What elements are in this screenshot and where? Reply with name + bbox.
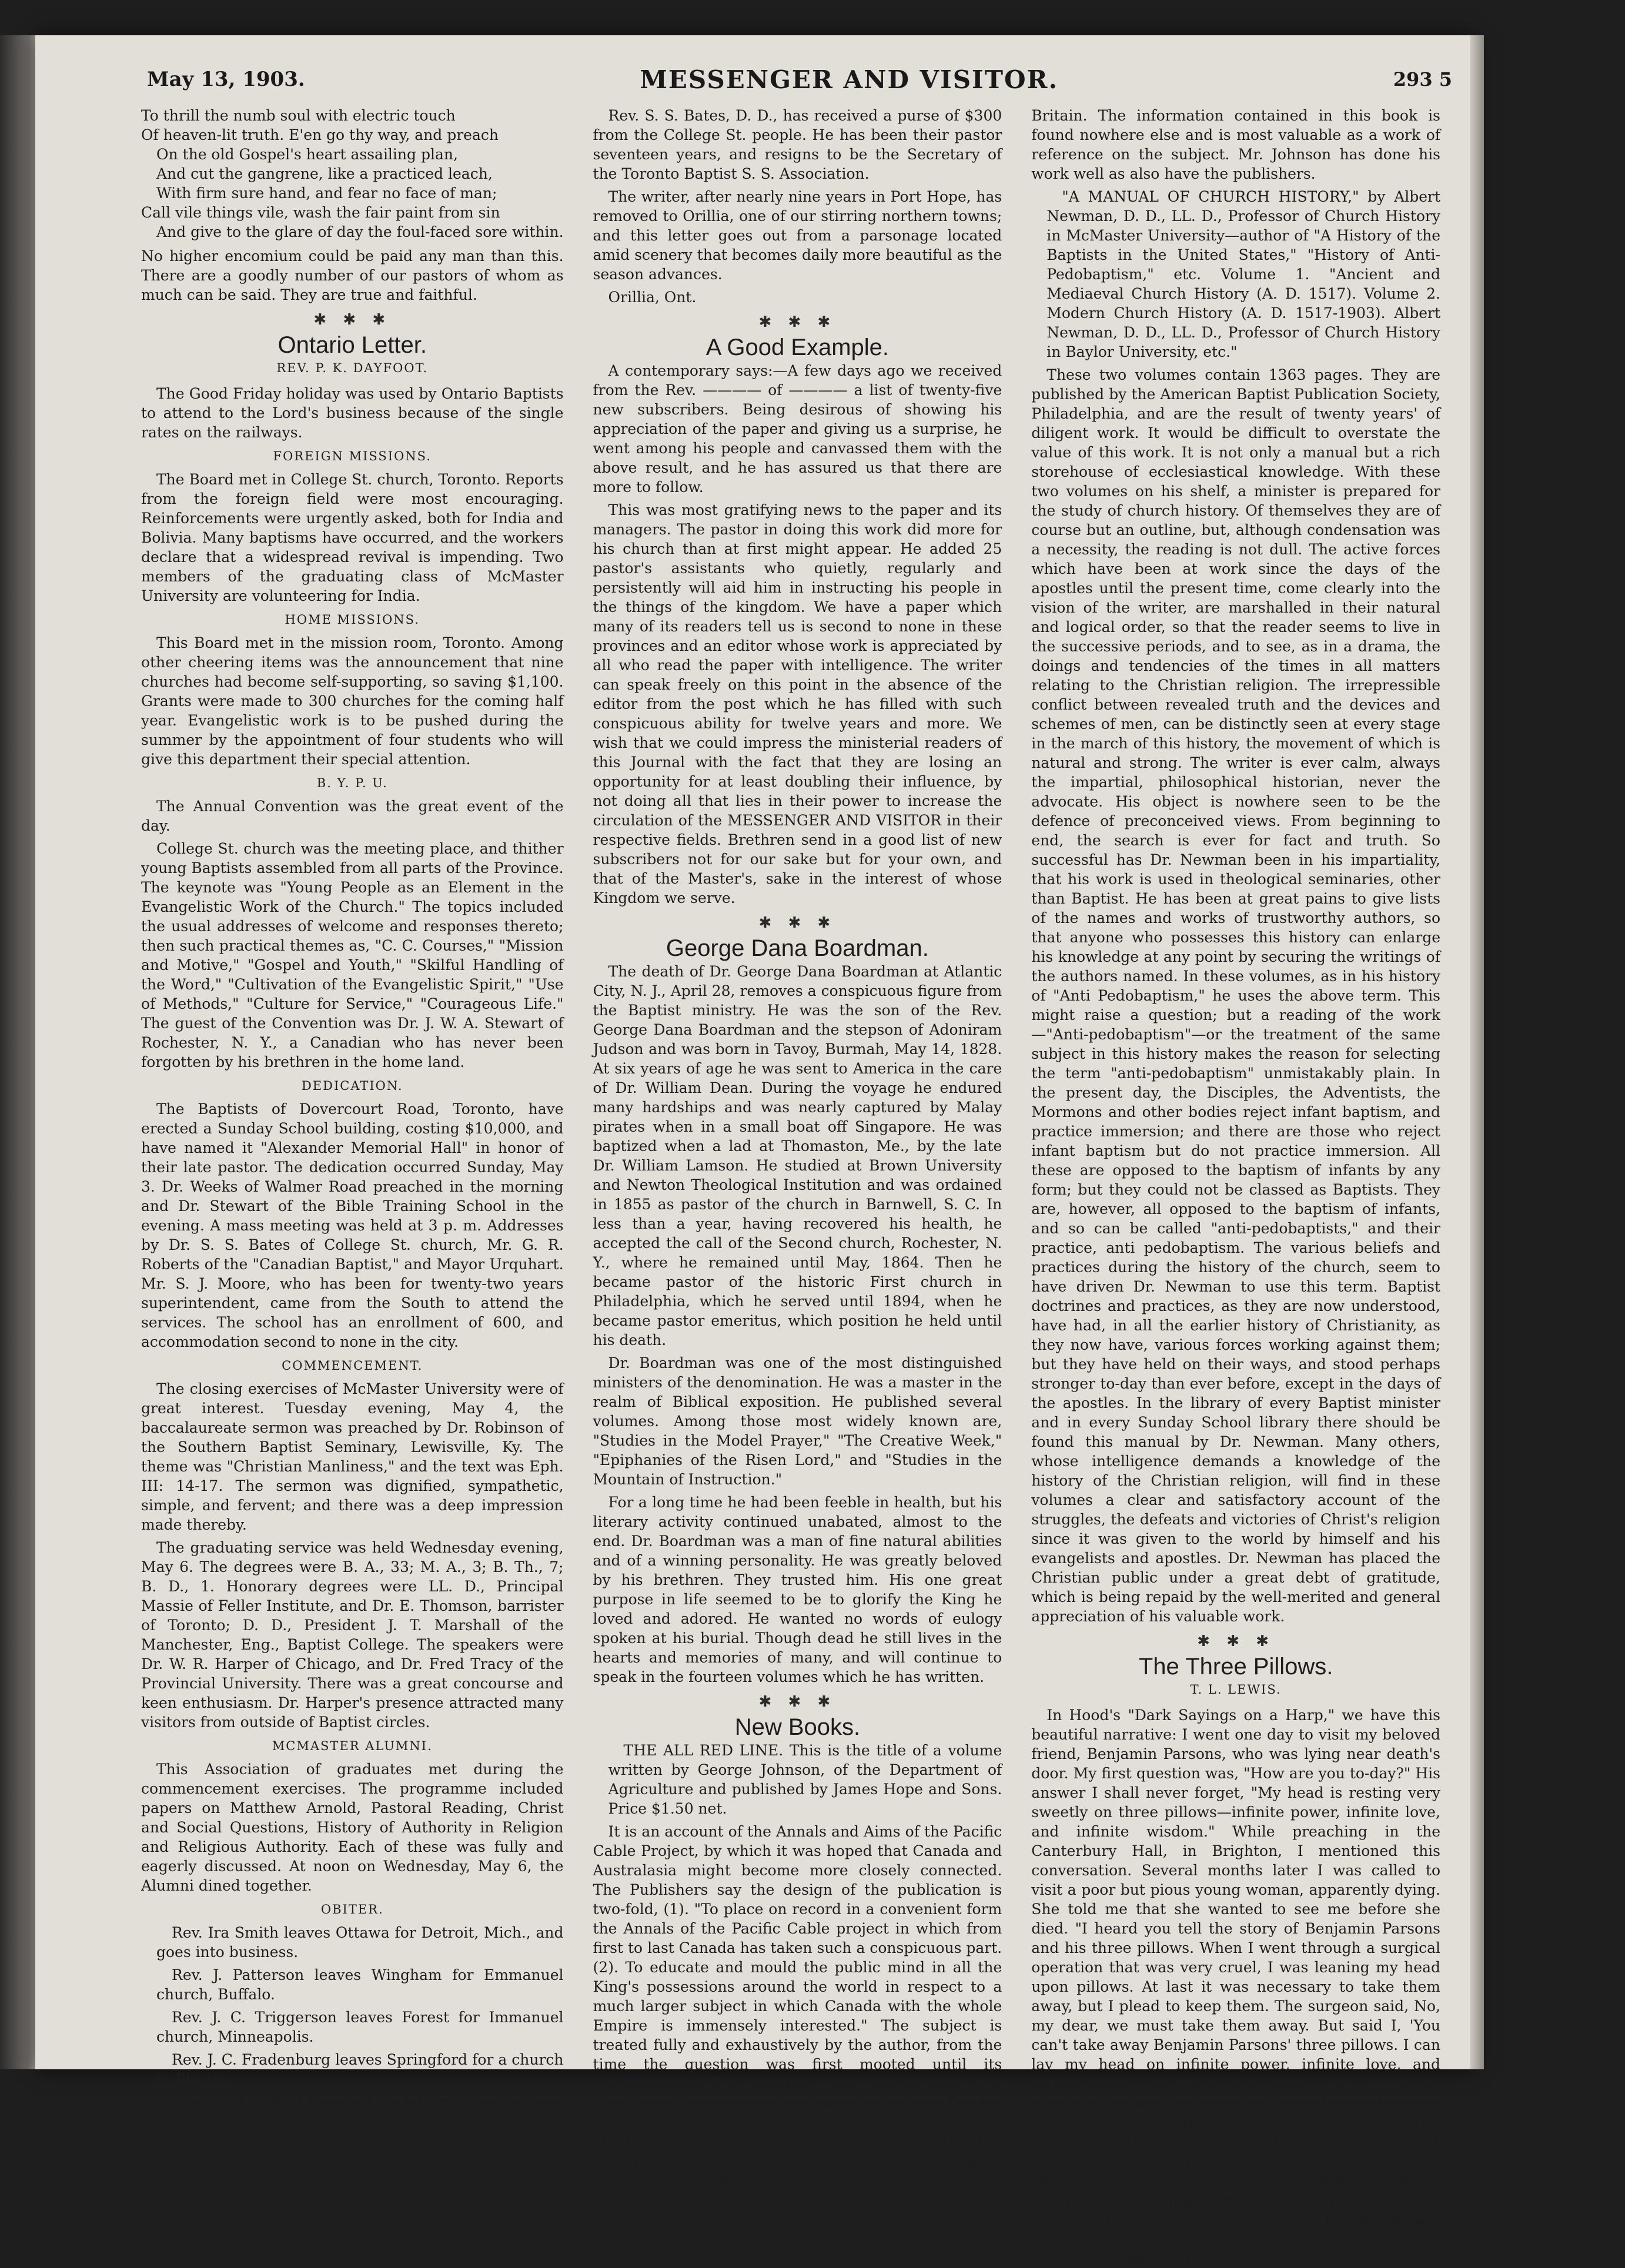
- poem-line: To thrill the numb soul with electric touch: [141, 107, 456, 124]
- newspaper-page: [35, 35, 1476, 2267]
- paragraph: The death of Dr. George Dana Boardman at Atlantic City, N. J., April 28, removes a conspicuous figure from the Baptist ministry. He was the son of the Rev. George Dana Boardman and the stepson of Adoniram Judson and was born in Tavoy, Burmah, May 14, 1828. At six years of age he was sent to America in the care of Dr. William Dean. During the voyage he endured many hardships and was nearly captured by Malay pirates when in a small boat off Singapore. He was baptized when a lad at Thomaston, Me., by the late Dr. William Lamson. He studied at Brown University and Newton Theological Institution and was ordained in 1855 as pastor of the church in Barnwell, S. C. In less than a year, having recovered his health, he accepted the call of the Second church, Rochester, N. Y., where he remained until May, 1864. Then he became pastor of the historic First church in Philadelphia, which he served until 1894, when he became pastor emeritus, which position he held until his death.: [593, 963, 1002, 1349]
- book-entry: THE ALL RED LINE. This is the title of a volume written by George Johnson, of the Department of Agriculture and published by James Hope and Sons. Price $1.50 net.: [608, 1742, 1002, 1817]
- poem-line: Call vile things vile, wash the fair paint from sin: [141, 204, 500, 221]
- section-divider-ornament: ✱ ✱ ✱: [313, 311, 392, 329]
- poem-line: On the old Gospel's heart assailing plan,: [156, 146, 458, 163]
- obiter-item: Rev. J. C. Fradenburg leaves Springford for a church in Illinois.: [156, 2051, 564, 2088]
- column-2: [593, 106, 1002, 2189]
- article-title-boardman: George Dana Boardman.: [666, 935, 929, 961]
- paragraph: Rev. S. S. Bates, D. D., has received a purse of $300 from the College St. people. He has been their pastor seventeen years, and resigns to be the Secretary of the Toronto Baptist S. S. Association.: [593, 107, 1002, 182]
- article-title-ontario-letter: Ontario Letter.: [277, 332, 427, 358]
- paragraph: This Board met in the mission room, Toronto. Among other cheering items was the announcement that nine churches had become self-supporting, so saving $1,100. Grants were made to 300 churches for the coming half year. Evangelistic work is to be pushed during the summer by the appointment of four students who will give this department their special attention.: [141, 634, 564, 768]
- obiter-item: Rev. J. Patterson leaves Wingham for Emmanuel church, Buffalo.: [156, 1966, 564, 2003]
- book-entry: "A MANUAL OF CHURCH HISTORY," by Albert Newman, D. D., LL. D., Professor of Church History in McMaster University—author of "A History of the Baptists in the United States," "History of Anti-Pedobaptism," etc. Volume 1. "Ancient and Mediaeval Church History (A. D. 1517). Volume 2. Modern Church History (A. D. 1517-1903). Albert Newman, D. D., LL. D., Professor of Church History in Baylor University, etc.": [1046, 188, 1440, 360]
- article-title-three-pillows: The Three Pillows.: [1138, 1654, 1333, 1680]
- section-divider-ornament: ✱ ✱ ✱: [758, 1693, 837, 1711]
- article-title-good-example: A Good Example.: [705, 334, 890, 360]
- article-byline: T. L. LEWIS.: [1190, 1682, 1282, 1697]
- paragraph: In Hood's "Dark Sayings on a Harp," we have this beautiful narrative: I went one day to visit my beloved friend, Benjamin Parsons, who was lying near death's door. My first question was, "How are you to-day?" His answer I shall never forget, "My head is resting very sweetly on three pillows—infinite power, infinite love, and infinite wisdom." While preaching in the Canterbury Hall, in Brighton, I mentioned this conversation. Several months later I was called to visit a poor but pious young woman, apparently dying. She told me that she wanted to see me before she died. "I heard you tell the story of Benjamin Parsons and his three pillows. When I went through a surgical operation that was very cruel, I was leaning my head upon pillows. At last it was necessary to take them away, but I plead to keep them. The surgeon said, No, my dear, we must take them away. But said I, 'You can't take away Benjamin Parsons' three pillows. I can lay my head on infinite power, infinite love, and infinite wisdom, and there I am resting today.'" Oh, my pain-stricken brother, or sister, you who are tortured with cruel and unrelievable pain, you who sometimes almost feel the chill of the dark valley, pillow your head upon infinite power, infinite love, and infinite wisdom. Let your soul be securely anchored on the great promises of Jesus and rest sweetly there, even if this perishing body is tossed on the billows of pain and anguish. The night will soon be spent and the bright day dawn in eternal glory.—Sel.: [1031, 1707, 1440, 2267]
- letter-dateline: Orillia, Ont.: [608, 289, 697, 306]
- paragraph: This was most gratifying news to the paper and its managers. The pastor in doing this work did more for his church than at first might appear. He added 25 pastor's assistants who quietly, regularly and persistently will aid him in instructing his people in the things of the kingdom. We have a paper which many of its readers tell us is second to none in these provinces and an editor whose work is appreciated by all who read the paper with intelligence. The writer can speak freely on this point in the absence of the editor from the post which he has filled with such conspicuous ability for twelve years and more. We wish that we could impress the ministerial readers of this Journal with the fact that they are losing an opportunity for at least doubling their influence, by not doing all that lies in their power to increase the circulation of the MESSENGER AND VISITOR in their respective fields. Brethren send in a good list of new subscribers not for our sake but for your own, and that of the Master's, sake in the interest of whose Kingdom we serve.: [593, 501, 1002, 906]
- article-byline: REV. P. K. DAYFOOT.: [276, 361, 429, 375]
- masthead-title: MESSENGER AND VISITOR.: [640, 65, 1059, 94]
- paragraph: The graduating service was held Wednesday evening, May 6. The degrees were B. A., 33; M. A., 3; B. Th., 7; B. D., 1. Honorary degrees were LL. D., Principal Massie of Feller Institute, and Dr. E. Thomson, barrister of Toronto; D. D., President J. T. Marshall of the Manchester, Eng., Baptist College. The speakers were Dr. W. R. Harper of Chicago, and Dr. Fred Tracy of the Provincial University. There was a great concourse and keen enthusiasm. Dr. Harper's presence attracted many visitors from outside of Baptist circles.: [141, 1539, 564, 1731]
- poem-line: Of heaven-lit truth. E'en go thy way, and preach: [141, 126, 499, 143]
- paragraph: It is an account of the Annals and Aims of the Pacific Cable Project, by which it was hoped that Canada and Australasia might become more closely connected. The Publishers say the design of the publication is two-fold, (1). "To place on record in a convenient form the Annals of the Pacific Cable project in which from first to last Canada has taken such a conspicuous part. (2). To educate and mould the public mind in all the King's possessions around the world in respect to a much larger subject in which Canada with the whole Empire is immensely interested." The subject is treated fully and exhaustively by the author, from the time the question was first mooted until its consummation. The Canadian public is indebted to Sir Sandford Fleming more than to any other man for this cable, whose splendid optimism led to the overcoming of all obstacles to the enterprise. He believed that the construction of such a cable would play a most interesting part in welding the Greater: [593, 1823, 1002, 2189]
- poem-excerpt: [141, 106, 564, 242]
- column-1: [141, 106, 564, 2130]
- page-header: [147, 59, 1452, 100]
- subheading-foreign-missions: FOREIGN MISSIONS.: [273, 449, 432, 463]
- poem-line: And give to the glare of day the foul-faced sore within.: [156, 223, 564, 240]
- poem-line: And cut the gangrene, like a practiced leach,: [156, 165, 493, 182]
- section-divider-ornament: ✱ ✱ ✱: [758, 914, 837, 932]
- issue-date: May 13, 1903.: [147, 68, 305, 91]
- subheading-bypu: B. Y. P. U.: [316, 776, 388, 790]
- paragraph: The Good Friday holiday was used by Ontario Baptists to attend to the Lord's business because of the single rates on the railways.: [141, 385, 564, 441]
- paragraph: A contemporary says:—A few days ago we received from the Rev. ———— of ———— a list of twenty-five new subscribers. Being desirous of showing his appreciation of the paper and giving us a surprise, he went among his people and canvassed them with the above result, and he has assured us that there are more to follow.: [593, 362, 1002, 496]
- column-3: [1031, 106, 1440, 2267]
- page-number: 293 5: [1393, 68, 1452, 91]
- obiter-item: Rev. D. M. Mihell leaves the ministry for a business life.: [156, 2093, 564, 2130]
- subheading-commencement: COMMENCEMENT.: [282, 1359, 423, 1373]
- subheading-home-missions: HOME MISSIONS.: [285, 613, 420, 627]
- page-fold-shadow: [1470, 35, 1484, 2069]
- article-title-new-books: New Books.: [734, 1714, 861, 1740]
- paragraph: The Board met in College St. church, Toronto. Reports from the foreign field were most encouraging. Reinforcements were urgently asked, both for India and Bolivia. Many baptisms have occurred, and the workers declare that a widespread revival is impending. Two members of the graduating class of McMaster University are volunteering for India.: [141, 471, 564, 604]
- paragraph: This Association of graduates met during the commencement exercises. The programme included papers on Matthew Arnold, Pastoral Reading, Christ and Social Questions, History of Authority in Religion and Religious Authority. Each of these was fully and eagerly discussed. At noon on Wednesday, May 6, the Alumni dined together.: [141, 1761, 564, 1894]
- obiter-item: Rev. Ira Smith leaves Ottawa for Detroit, Mich., and goes into business.: [156, 1924, 564, 1961]
- poem-line: With firm sure hand, and fear no face of man;: [156, 185, 497, 202]
- subheading-dedication: DEDICATION.: [301, 1079, 403, 1093]
- article-columns: [141, 106, 1440, 2267]
- paragraph: The closing exercises of McMaster University were of great interest. Tuesday evening, May 4, the baccalaureate sermon was preached by Dr. Robinson of the Southern Baptist Seminary, Lewisville, Ky. The theme was "Christian Manliness," and the text was Eph. III: 14-17. The sermon was dignified, sympathetic, simple, and fervent; and there was a deep impression made thereby.: [141, 1380, 564, 1533]
- paragraph: These two volumes contain 1363 pages. They are published by the American Baptist Publication Society, Philadelphia, and are the result of twenty years' of diligent work. It would be difficult to overstate the value of this work. It is not only a manual but a rich storehouse of ecclesiastical knowledge. With these two volumes on his shelf, a minister is prepared for the study of church history. Of themselves they are of course but an outline, but, although condensation was a necessity, the reading is not dull. The active forces which have been at work since the days of the apostles until the present time, come clearly into the vision of the writer, are marshalled in their natural and logical order, so that the reader seems to live in the successive periods, and to see, as in a drama, the doings and tendencies of the times in all matters relating to the Christian religion. The irrepressible conflict between revealed truth and the devices and schemes of men, can be distinctly seen at every stage in the march of this history, the movement of which is natural and strong. The writer is ever calm, always the impartial, philosophical historian, never the advocate. His object is nowhere seen to be the defence of preconceived views. From beginning to end, the search is ever for fact and truth. So successful has Dr. Newman been in his impartiality, that his work is used in theological seminaries, other than Baptist. He has been at great pains to give lists of the names and works of trustworthy authors, so that anyone who possesses this history can enlarge his knowledge at any point by securing the writings of the authors named. In these volumes, as in his history of "Anti Pedobaptism," he uses the above term. This might raise a question; but a reading of the work—"Anti-pedobaptism"—or the treatment of the same subject in this history makes the reason for selecting the term "anti-pedobaptism" unmistakably plain. In the present day, the Disciples, the Adventists, the Mormons and other bodies reject infant baptism, and practice immersion; and there are those who reject infant baptism but do not practice immersion. All these are opposed to the baptism of infants by any form; but they could not be classed as Baptists. They are, however, all opposed to the baptism of infants, and so can be called "anti-pedobaptists," and their practice, anti pedobaptism. The various beliefs and practices during the history of the church, seem to have driven Dr. Newman to use this term. Baptist doctrines and practices, as they are now understood, have had, in all the earlier history of Christianity, as they now have, various forces working against them; but they have held on their ways, and stood perhaps stronger to-day than ever before, except in the days of the apostles. In the library of every Baptist minister and in every Sunday School library there should be found this manual by Dr. Newman. Many others, whose intelligence demands a knowledge of the history of the Christian religion, will find in these volumes a clear and satisfactory account of the struggles, the defeats and victories of Christ's religion since it was given to the world by himself and his evangelists and apostles. Dr. Newman has placed the Christian public under a great debt of gratitude, which is being repaid by the well-merited and general appreciation of his valuable work.: [1031, 366, 1440, 1625]
- section-divider-ornament: ✱ ✱ ✱: [758, 313, 837, 331]
- paragraph: The writer, after nearly nine years in Port Hope, has removed to Orillia, one of our stirring northern towns; and this letter goes out from a parsonage located amid scenery that becomes daily more beautiful as the season advances.: [593, 188, 1002, 283]
- paragraph: Britain. The information contained in this book is found nowhere else and is most valuable as a work of reference on the subject. Mr. Johnson has done his work well as also have the publishers.: [1031, 107, 1440, 182]
- obiter-item: Rev. J. C. Triggerson leaves Forest for Immanuel church, Minneapolis.: [156, 2009, 564, 2045]
- paragraph: For a long time he had been feeble in health, but his literary activity continued unabated, almost to the end. Dr. Boardman was a man of fine natural abilities and of a winning personality. He was greatly beloved by his brethren. They trusted him. His one great purpose in life seemed to be to glorify the King he loved and adored. He wanted no words of eulogy spoken at his burial. Though dead he still lives in the hearts and memories of many, and will continue to speak in the fourteen volumes which he has written.: [593, 1494, 1002, 1685]
- poem-commentary: No higher encomium could be paid any man than this. There are a goodly number of our pastors of whom as much can be said. They are true and faithful.: [141, 247, 564, 303]
- section-divider-ornament: ✱ ✱ ✱: [1197, 1633, 1275, 1650]
- paragraph: Dr. Boardman was one of the most distinguished ministers of the denomination. He was a master in the realm of Biblical exposition. He published several volumes. Among those most widely known are, "Studies in the Model Prayer," "The Creative Week," "Epiphanies of the Risen Lord," and "Studies in the Mountain of Instruction.": [593, 1354, 1002, 1488]
- subheading-obiter: OBITER.: [320, 1902, 384, 1916]
- adjacent-page-edge: [0, 35, 35, 2069]
- subheading-mcmaster-alumni: MCMASTER ALUMNI.: [272, 1739, 433, 1753]
- paragraph: College St. church was the meeting place, and thither young Baptists assembled from all parts of the Province. The keynote was "Young People as an Element in the Evangelistic Work of the Church." The topics included the usual addresses of welcome and responses thereto; then such practical themes as, "C. C. Courses," "Mission and Motive," "Gospel and Youth," "Skilful Handling of the Word," "Cultivation of the Evangelistic Spirit," "Use of Methods," "Culture for Service," "Courageous Life." The guest of the Convention was Dr. J. W. A. Stewart of Rochester, N. Y., a Canadian who has never been forgotten by his brethren in the home land.: [141, 840, 564, 1071]
- paragraph: The Baptists of Dovercourt Road, Toronto, have erected a Sunday School building, costing $10,000, and have named it "Alexander Memorial Hall" in honor of their late pastor. The dedication occurred Sunday, May 3. Dr. Weeks of Walmer Road preached in the morning and Dr. Stewart of the Bible Training School in the evening. A mass meeting was held at 3 p. m. Addresses by Dr. S. S. Bates of College St. church, Mr. G. R. Roberts of the "Canadian Baptist," and Mayor Urquhart. Mr. S. J. Moore, who has been for twenty-two years superintendent, came from the South to attend the services. The school has an enrollment of 600, and accommodation second to none in the city.: [141, 1100, 564, 1350]
- paragraph: The Annual Convention was the great event of the day.: [141, 798, 564, 834]
